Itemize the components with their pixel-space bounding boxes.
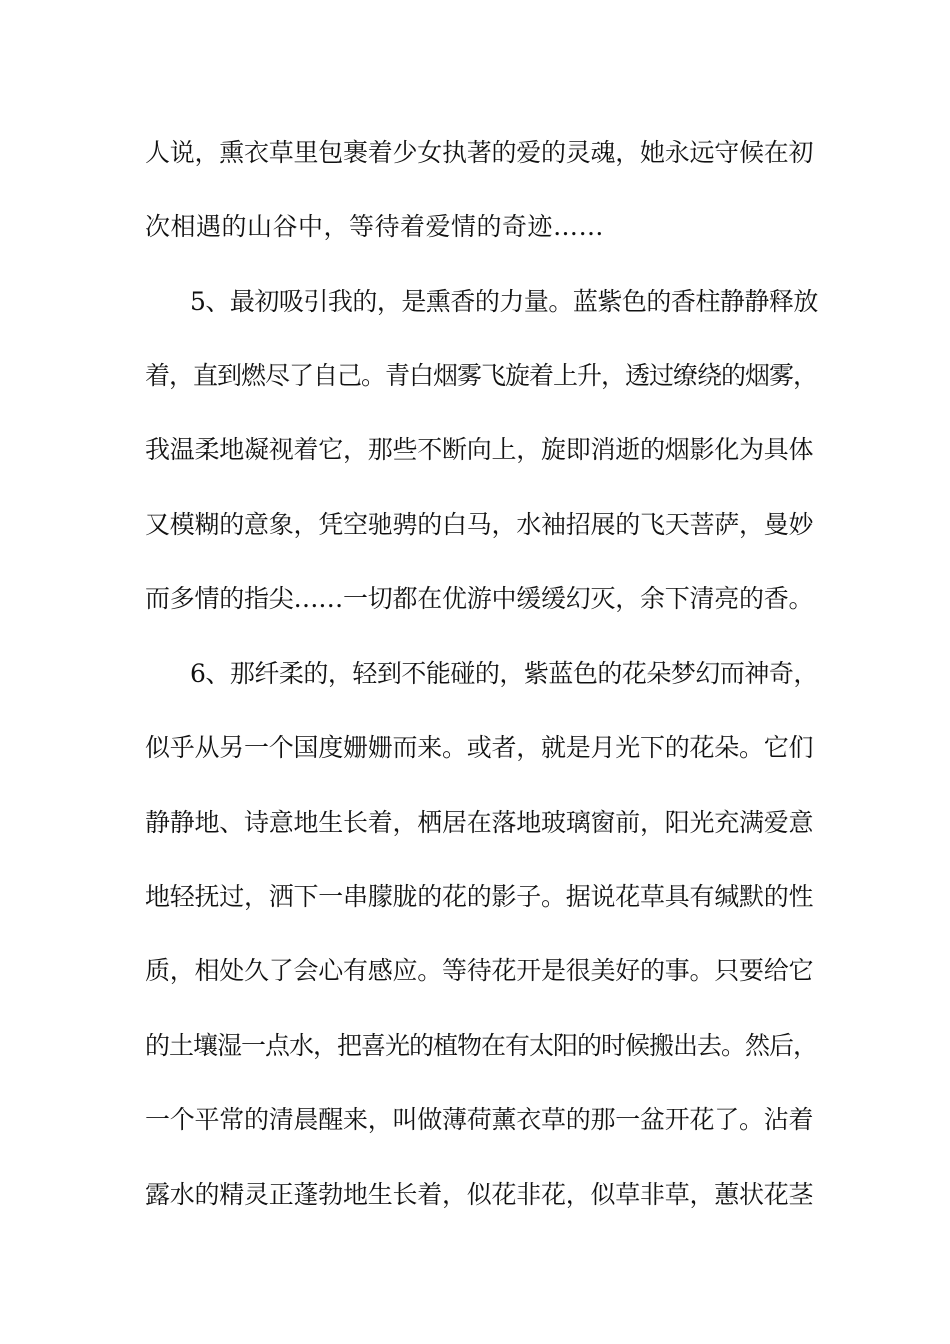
text-line: 静静地、诗意地生长着，栖居在落地玻璃窗前，阳光充满爱意 (145, 808, 814, 837)
text-line: 似乎从另一个国度姗姗而来。或者，就是月光下的花朵。它们 (145, 733, 814, 762)
text-line: 人说，熏衣草里包裹着少女执著的爱的灵魂，她永远守候在初 (145, 138, 814, 167)
text-line: 地轻抚过，洒下一串朦胧的花的影子。据说花草具有缄默的性 (145, 882, 814, 911)
paragraph-5-first-line: 5、最初吸引我的，是熏香的力量。蓝紫色的香柱静静释放 (190, 287, 818, 316)
text-line: 质，相处久了会心有感应。等待花开是很美好的事。只要给它 (145, 956, 814, 985)
paragraph-6-first-line: 6、那纤柔的，轻到不能碰的，紫蓝色的花朵梦幻而神奇， (190, 659, 818, 688)
text-line: 的土壤湿一点水，把喜光的植物在有太阳的时候搬出去。然后， (145, 1031, 818, 1060)
text-line: 而多情的指尖……一切都在优游中缓缓幻灭，余下清亮的香。 (145, 584, 814, 613)
text-line: 着，直到燃尽了自己。青白烟雾飞旋着上升，透过缭绕的烟雾， (145, 361, 818, 390)
text-line: 我温柔地凝视着它，那些不断向上，旋即消逝的烟影化为具体 (145, 435, 814, 464)
text-line: 一个平常的清晨醒来，叫做薄荷薰衣草的那一盆开花了。沾着 (145, 1105, 814, 1134)
text-line: 露水的精灵正蓬勃地生长着，似花非花，似草非草，蕙状花茎 (145, 1180, 814, 1209)
text-line: 次相遇的山谷中，等待着爱情的奇迹…… (145, 212, 605, 241)
text-line: 又模糊的意象，凭空驰骋的白马，水袖招展的飞天菩萨，曼妙 (145, 510, 814, 539)
